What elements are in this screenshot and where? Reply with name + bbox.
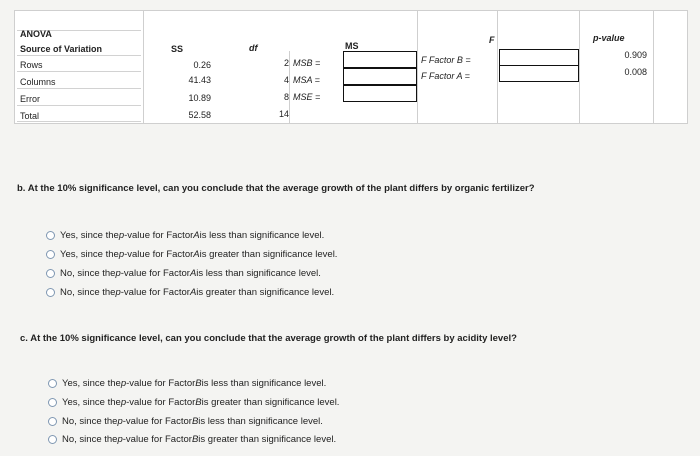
ms-label-msb: MSB = <box>293 58 321 68</box>
f-label-factor-b: F Factor B = <box>421 55 471 65</box>
option-text: , since the <box>75 249 119 260</box>
question-c-text: c. At the 10% significance level, can you conclude that the average growth of the plant differs by acidity level? <box>20 333 517 344</box>
header-pvalue: p-value <box>593 33 625 43</box>
question-c-option-3[interactable] <box>48 416 323 427</box>
radio-button[interactable] <box>48 398 57 407</box>
option-p: p <box>115 287 121 298</box>
p-value: 0.008 <box>624 67 647 77</box>
option-factor: A <box>189 268 197 279</box>
option-p: p <box>115 268 121 279</box>
option-text: , since the <box>77 397 121 408</box>
option-text: -value for Factor <box>120 287 190 298</box>
option-answer: No <box>62 416 75 427</box>
option-text: , since the <box>74 434 118 445</box>
header-source: Source of Variation <box>20 44 103 54</box>
radio-button[interactable] <box>48 417 57 426</box>
option-p: p <box>118 230 125 241</box>
option-factor: B <box>191 434 199 445</box>
option-text: is greater than significance level. <box>198 434 337 445</box>
option-p: p <box>117 416 123 427</box>
ms-label-mse: MSE = <box>293 92 321 102</box>
f-label-factor-a: F Factor A = <box>421 71 470 81</box>
msa-input[interactable] <box>343 68 417 85</box>
option-answer: Yes <box>62 397 78 408</box>
df-value: 8 <box>283 92 289 102</box>
option-factor: B <box>195 397 202 408</box>
question-b-option-4[interactable] <box>46 287 334 298</box>
option-p: p <box>120 397 127 408</box>
question-c-option-2[interactable] <box>48 397 339 408</box>
option-factor: A <box>193 249 200 260</box>
option-p: p <box>118 249 125 260</box>
option-text: , since the <box>72 268 116 279</box>
f-factor-b-input[interactable] <box>499 49 579 66</box>
option-factor: A <box>189 287 197 298</box>
question-b-option-2[interactable] <box>46 249 337 260</box>
anova-title: ANOVA <box>20 29 52 39</box>
option-text: , since the <box>75 230 119 241</box>
option-p: p <box>117 434 123 445</box>
option-answer: No <box>62 434 75 445</box>
radio-button[interactable] <box>48 379 57 388</box>
option-text: -value for Factor <box>122 416 192 427</box>
radio-button[interactable] <box>48 435 57 444</box>
option-factor: B <box>195 378 202 389</box>
option-text: -value for Factor <box>124 249 194 260</box>
question-b-option-1[interactable] <box>46 230 324 241</box>
ms-label-msa: MSA = <box>293 75 320 85</box>
option-text: is greater than significance level. <box>199 249 338 260</box>
option-answer: Yes <box>60 230 76 241</box>
msb-input[interactable] <box>343 51 417 68</box>
question-b-option-3[interactable] <box>46 268 321 279</box>
option-text: , since the <box>72 287 116 298</box>
row-source-columns: Columns <box>20 77 56 87</box>
option-factor: B <box>191 416 199 427</box>
option-text: is greater than significance level. <box>196 287 335 298</box>
header-f: F <box>489 35 495 45</box>
ss-value: 10.89 <box>188 93 211 103</box>
option-text: , since the <box>74 416 118 427</box>
option-text: -value for Factor <box>126 378 196 389</box>
row-source-rows: Rows <box>20 60 43 70</box>
option-answer: Yes <box>60 249 76 260</box>
mse-input[interactable] <box>343 85 417 102</box>
option-text: is less than significance level. <box>199 230 325 241</box>
radio-button[interactable] <box>46 231 55 240</box>
option-text: -value for Factor <box>126 397 196 408</box>
df-value: 2 <box>283 58 289 68</box>
option-text: is less than significance level. <box>198 416 323 427</box>
option-text: is less than significance level. <box>201 378 327 389</box>
anova-table <box>14 10 688 124</box>
option-answer: Yes <box>62 378 78 389</box>
option-text: is greater than significance level. <box>201 397 340 408</box>
row-source-total: Total <box>20 111 40 121</box>
ss-value: 41.43 <box>188 75 211 85</box>
header-ms: MS <box>345 41 359 51</box>
option-text: is less than significance level. <box>196 268 321 279</box>
option-text: -value for Factor <box>122 434 192 445</box>
option-factor: A <box>193 230 200 241</box>
header-ss: SS <box>171 44 184 54</box>
option-answer: No <box>60 268 73 279</box>
option-text: -value for Factor <box>124 230 194 241</box>
radio-button[interactable] <box>46 288 55 297</box>
ss-value: 0.26 <box>193 60 211 70</box>
f-factor-a-input[interactable] <box>499 65 579 82</box>
row-source-error: Error <box>20 94 40 104</box>
df-value: 4 <box>283 75 289 85</box>
header-df: df <box>249 43 258 53</box>
option-text: , since the <box>77 378 121 389</box>
p-value: 0.909 <box>624 50 647 60</box>
df-value: 14 <box>278 109 289 119</box>
question-c-option-4[interactable] <box>48 434 336 445</box>
option-text: -value for Factor <box>120 268 190 279</box>
option-p: p <box>120 378 127 389</box>
option-answer: No <box>60 287 73 298</box>
question-b-text: b. At the 10% significance level, can you conclude that the average growth of the plant differs by organic fertilizer? <box>17 183 535 194</box>
question-c-option-1[interactable] <box>48 378 326 389</box>
radio-button[interactable] <box>46 250 55 259</box>
ss-value: 52.58 <box>188 110 211 120</box>
radio-button[interactable] <box>46 269 55 278</box>
